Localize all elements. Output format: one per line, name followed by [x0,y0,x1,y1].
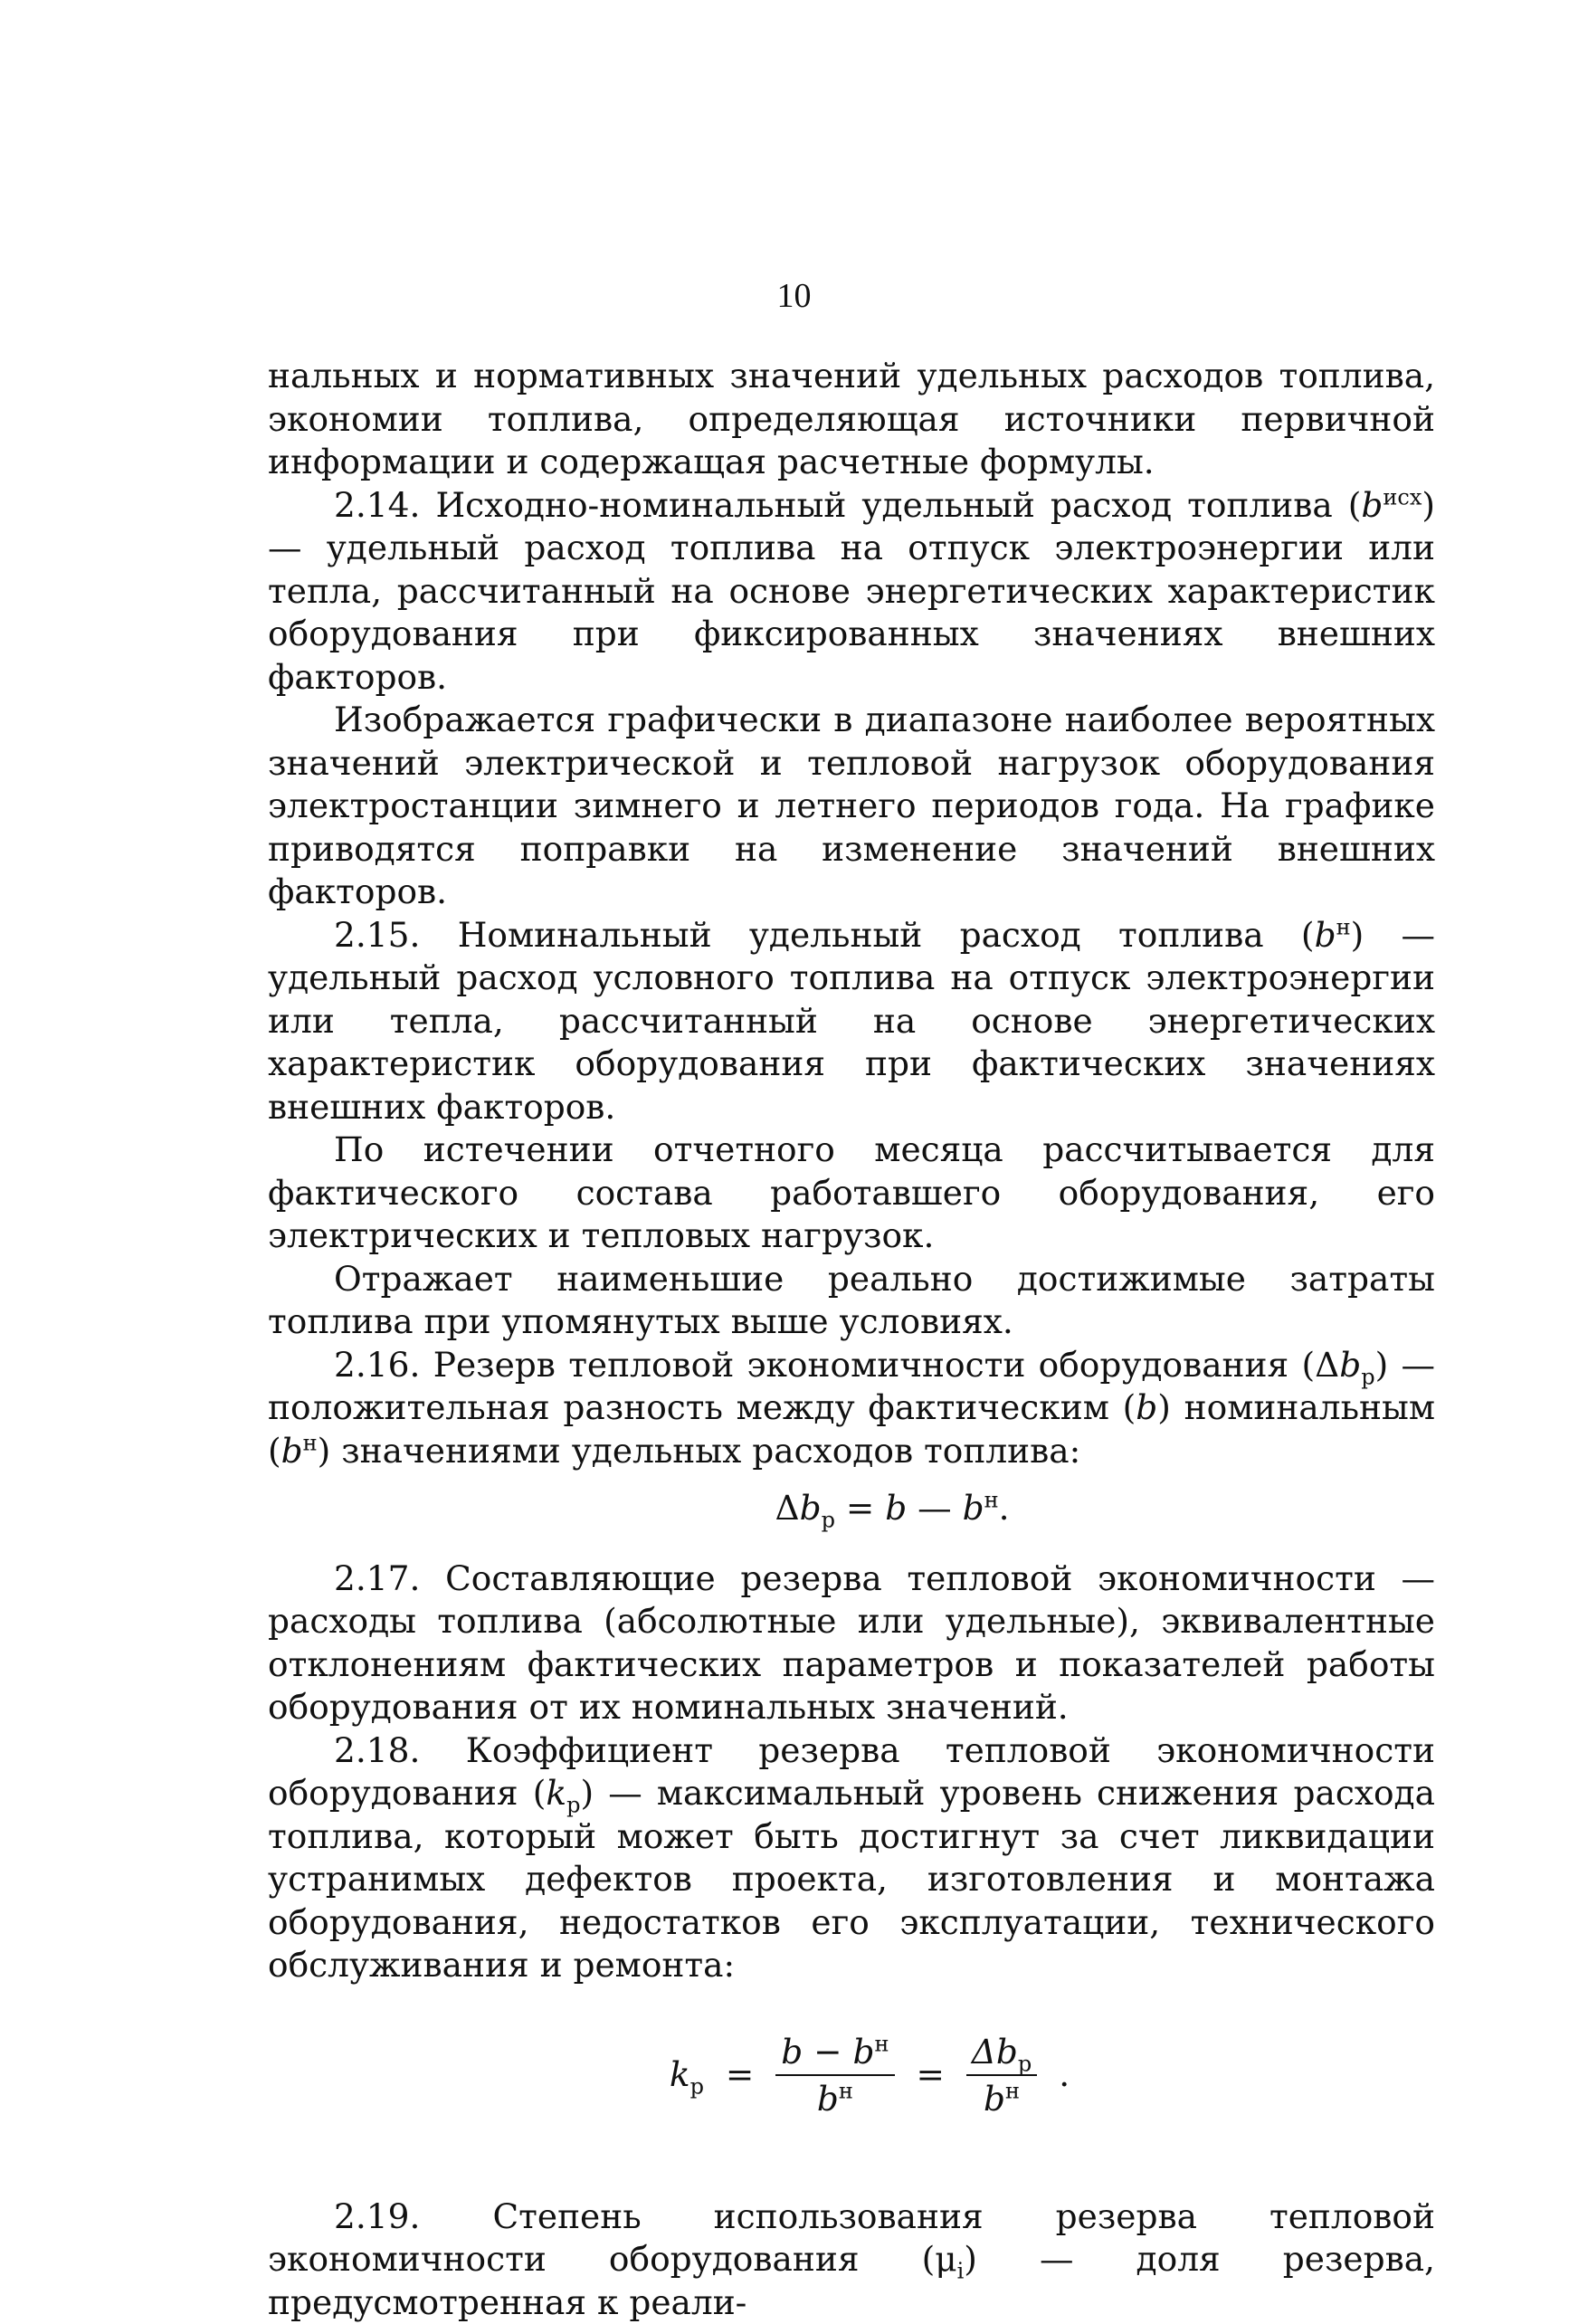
symbol: b [1339,1345,1361,1385]
paragraph-2-15-note-1: По истечении отчетного месяца рассчитывается для фактического состава работавшего оборудования, его электрических и тепловых нагрузок. [268,1129,1435,1258]
superscript: н [839,2078,853,2103]
fraction-denominator [775,2076,894,2118]
symbol: b [800,1488,822,1528]
paragraph-text: ) номинальным ( [268,1387,1435,1471]
paragraph-2-15-note-2: Отражает наименьшие реально достижимые затраты топлива при упомянутых выше условиях. [268,1258,1435,1344]
paragraph-continuation: нальных и нормативных значений удельных расходов топлива, экономии топлива, определяющая источники первичной информации и содержащая расчетные формулы. [268,355,1435,484]
fraction-numerator [775,2033,894,2076]
paragraph-text: Степень использования резерва тепловой экономичности оборудования ( [268,2196,1435,2280]
subscript: i [957,2259,965,2284]
fraction-numerator [966,2033,1037,2076]
superscript: исх [1383,484,1422,510]
fraction-1 [775,2033,894,2118]
section-number: 2.14. [334,485,420,525]
subscript: р [1361,1364,1374,1389]
symbol: μ [935,2239,956,2279]
paragraph-2-14 [268,484,1435,700]
symbol: b [1361,485,1383,525]
equals-sign: = [916,2053,944,2097]
paragraph-text: Исходно-номинальный удельный расход топлива ( [435,485,1361,525]
subscript: р [690,2073,704,2099]
paragraph-text: ) — положительная разность между фактическим ( [268,1345,1435,1428]
superscript: н [303,1430,318,1455]
superscript: н [1336,914,1351,939]
subscript: р [822,1508,835,1533]
equals-sign: = [726,2053,754,2097]
section-number: 2.16. [334,1345,420,1385]
paragraph-2-19 [268,2195,1435,2324]
paragraph-text: Составляющие резерва тепловой экономичности — расходы топлива (абсолютные или удельные), эквивалентные отклонениям фактических параметров и показателей работы оборудования от их номинальных значений. [268,1558,1435,1728]
subscript: р [566,1793,580,1818]
section-number: 2.15. [334,915,420,955]
minus-sign: — [918,1488,952,1528]
denominator-text: b [817,2079,839,2119]
paragraph-text: ) — доля резерва, предусмотренная к реали- [268,2239,1435,2322]
paragraph-2-15 [268,914,1435,1129]
paragraph-2-14-note: Изображается графически в диапазоне наиболее вероятных значений электрической и тепловой нагрузок оборудования электростанции зимнего и летнего периодов года. На графике приводятся поправки на изменение значений внешних факторов. [268,699,1435,914]
numerator-text: b − b [781,2032,874,2072]
symbol: b [281,1431,303,1471]
symbol: k [546,1773,566,1813]
fraction-2 [966,2033,1037,2118]
equation-lhs [670,2053,704,2097]
superscript: н [1005,2078,1020,2103]
paragraph-text: Номинальный удельный расход топлива ( [458,915,1315,955]
section-number: 2.17. [334,1558,420,1598]
superscript: н [875,2031,889,2056]
symbol: b [1136,1387,1157,1427]
paragraph-2-18 [268,1729,1435,1987]
delta-symbol: Δ [775,1488,799,1528]
equation-coefficient [268,2033,1435,2118]
page-number: 10 [0,276,1588,316]
paragraph-text: ) — максимальный уровень снижения расхода топлива, который может быть достигнут за счет ликвидации устранимых дефектов проекта, изготовления и монтажа оборудования, недостатков его эксплуатации, технического обслуживания и ремонта: [268,1773,1435,1985]
numerator-text: Δb [972,2032,1018,2072]
equals-sign: = [846,1488,874,1528]
paragraph-2-17 [268,1557,1435,1729]
symbol: b [885,1488,907,1528]
paragraph-text: ) — удельный расход условного топлива на отпуск электроэнергии или тепла, рассчитанный на основе энергетических характеристик оборудования при фактических значениях внешних факторов. [268,915,1435,1127]
section-number: 2.19. [334,2196,420,2236]
symbol: k [670,2054,690,2094]
period: . [999,1488,1010,1528]
paragraph-text: Коэффициент резерва тепловой экономичности оборудования ( [268,1730,1435,1814]
paragraph-text: ) значениями удельных расходов топлива: [318,1431,1081,1471]
period: . [1059,2053,1070,2097]
document-body [268,355,1435,2324]
paragraph-text: Резерв тепловой экономичности оборудования (Δ [433,1345,1339,1385]
equation-reserve [268,1487,1435,1530]
symbol: b [1315,915,1336,955]
superscript: н [984,1488,999,1513]
fraction-denominator [966,2076,1037,2118]
subscript: р [1018,2051,1032,2076]
symbol: b [963,1488,984,1528]
section-number: 2.18. [334,1730,420,1770]
denominator-text: b [984,2079,1005,2119]
paragraph-text: ) — удельный расход топлива на отпуск электроэнергии или тепла, рассчитанный на основе энергетических характеристик оборудования при фиксированных значениях внешних факторов. [268,485,1435,697]
paragraph-2-16 [268,1344,1435,1473]
